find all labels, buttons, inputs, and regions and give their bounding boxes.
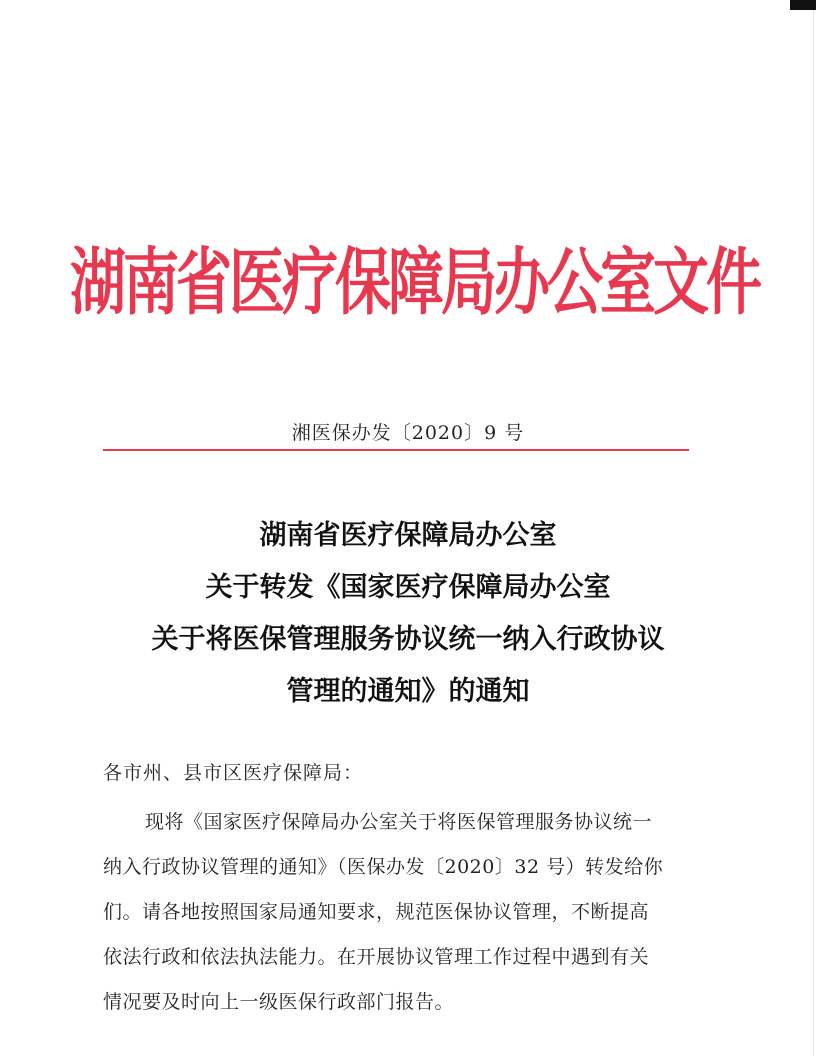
red-separator-line <box>103 449 689 451</box>
document-title <box>60 510 756 718</box>
title-line: 关于转发《国家医疗保障局办公室 <box>205 572 611 603</box>
issuing-office-header: 湖南省医疗保障局办公室文件 <box>70 241 759 326</box>
title-line: 管理的通知》的通知 <box>286 676 530 707</box>
title-line: 湖南省医疗保障局办公室 <box>259 520 557 551</box>
body-paragraph <box>103 800 703 1025</box>
title-line: 关于将医保管理服务协议统一纳入行政协议 <box>151 624 665 655</box>
body-line: 情况要及时向上一级医保行政部门报告。 <box>103 991 455 1013</box>
body-line: 现将《国家医疗保障局办公室关于将医保管理服务协议统一 <box>145 811 653 833</box>
page-edge-line <box>813 0 814 1056</box>
body-line: 们。请各地按照国家局通知要求，规范医保协议管理，不断提高 <box>103 901 650 923</box>
body-line: 依法行政和依法执法能力。在开展协议管理工作过程中遇到有关 <box>103 946 650 968</box>
salutation: 各市州、县市区医疗保障局： <box>103 762 364 784</box>
document-number: 湘医保办发〔2020〕9 号 <box>291 422 525 444</box>
scan-corner-mark <box>790 0 816 10</box>
body-line: 纳入行政协议管理的通知》（医保办发〔2020〕32 号）转发给你 <box>103 856 664 878</box>
